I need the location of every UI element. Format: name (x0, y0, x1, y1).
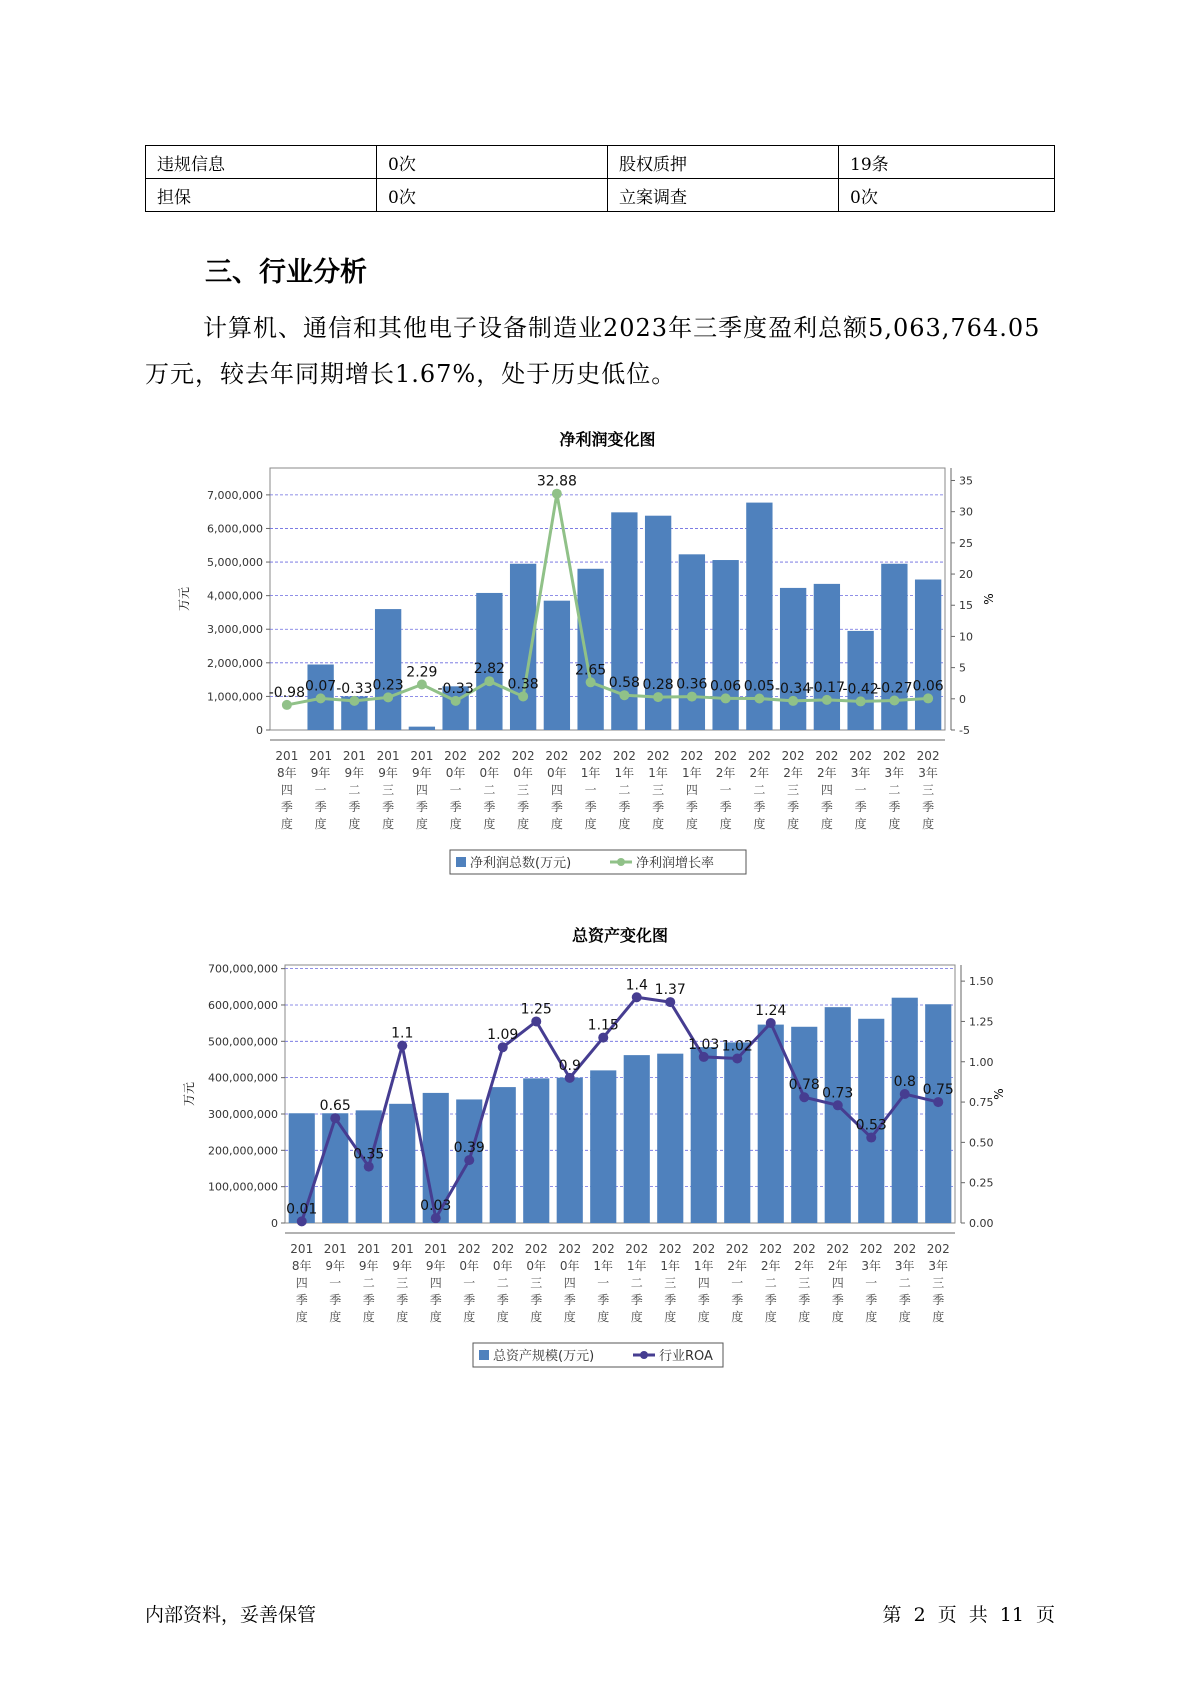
line-point (464, 1155, 474, 1165)
data-label: 0.28 (642, 677, 674, 694)
table-cell: 股权质押 (608, 146, 839, 179)
data-label: 1.37 (654, 982, 686, 999)
right-tick-label: 1.25 (969, 1015, 994, 1029)
bar (814, 584, 840, 730)
x-tick-label: 202 3年一季度 (859, 1242, 883, 1324)
bar (712, 560, 738, 730)
section-title: 三、行业分析 (205, 257, 367, 288)
bar (780, 588, 806, 730)
x-tick-label: 202 2年二季度 (747, 749, 771, 831)
x-tick-label: 202 0年四季度 (558, 1242, 582, 1324)
left-tick-label: 4,000,000 (207, 589, 263, 603)
line-point (799, 1092, 809, 1102)
line-point (598, 1033, 608, 1043)
data-label: 0.05 (743, 678, 775, 695)
data-label: 1.03 (688, 1036, 720, 1053)
data-label: 1.02 (721, 1038, 753, 1055)
chart-title: 总资产变化图 (571, 926, 669, 945)
x-tick-label: 201 9年三季度 (390, 1242, 414, 1324)
data-label: 1.25 (520, 1001, 552, 1018)
x-tick-label: 202 1年四季度 (692, 1242, 716, 1324)
info-table (145, 145, 1055, 212)
x-tick-label: 201 9年一季度 (323, 1242, 347, 1324)
right-tick-label: 10 (959, 630, 973, 644)
data-label: 0.39 (453, 1140, 485, 1157)
legend-line-label: 净利润增长率 (636, 856, 715, 871)
line-point (766, 1018, 776, 1028)
plot-area (285, 965, 955, 1223)
left-tick-label: 500,000,000 (208, 1035, 278, 1049)
line-point (833, 1100, 843, 1110)
x-tick-label: 202 0年二季度 (491, 1242, 515, 1324)
x-tick-label: 202 2年一季度 (725, 1242, 749, 1324)
legend-bar-label: 总资产规模(万元) (493, 1349, 595, 1364)
data-label: 0.73 (822, 1085, 854, 1102)
bar (389, 1104, 415, 1223)
left-tick-label: 0 (271, 1217, 278, 1230)
left-tick-label: 5,000,000 (207, 556, 263, 570)
line-point (933, 1097, 943, 1107)
x-tick-label: 202 2年四季度 (826, 1242, 850, 1324)
x-tick-label: 202 2年三季度 (792, 1242, 816, 1324)
line-point (665, 997, 675, 1007)
line-point (297, 1216, 307, 1226)
y-axis-label: 万元 (177, 586, 191, 612)
right-tick-label: 0 (959, 692, 966, 706)
line-point (383, 692, 393, 702)
line-point (889, 695, 899, 705)
right-tick-label: 15 (959, 599, 973, 613)
left-tick-label: 200,000,000 (208, 1144, 278, 1158)
data-label: 0.07 (305, 678, 337, 695)
right-tick-label: 1.00 (969, 1055, 994, 1069)
left-tick-label: 600,000,000 (208, 998, 278, 1012)
line-point (923, 693, 933, 703)
left-tick-label: 0 (256, 724, 263, 737)
data-label: 0.35 (353, 1146, 385, 1163)
line-point (282, 700, 292, 710)
right-tick-label: 20 (959, 568, 973, 582)
x-tick-label: 201 8年四季度 (275, 749, 299, 831)
data-label: -0.27 (876, 680, 913, 697)
legend-bar-swatch (479, 1350, 489, 1360)
bar (523, 1078, 549, 1223)
x-tick-label: 202 0年三季度 (511, 749, 535, 831)
data-label: -0.98 (268, 684, 305, 701)
line-point (788, 696, 798, 706)
x-tick-label: 202 3年二季度 (893, 1242, 917, 1324)
data-label: 0.8 (893, 1074, 916, 1090)
x-tick-label: 201 9年四季度 (424, 1242, 448, 1324)
data-label: 0.78 (788, 1077, 820, 1094)
x-tick-label: 202 2年二季度 (759, 1242, 783, 1324)
x-tick-label: 201 9年三季度 (376, 749, 400, 831)
bar (892, 998, 918, 1223)
bar (758, 1025, 784, 1223)
table-cell: 0次 (839, 179, 1055, 212)
data-label: 0.9 (558, 1057, 581, 1074)
line-point (451, 696, 461, 706)
bar (915, 580, 941, 730)
bar (490, 1087, 516, 1223)
data-label: 1.15 (587, 1017, 619, 1034)
table-cell: 0次 (377, 146, 608, 179)
line-point (330, 1113, 340, 1123)
right-tick-label: -5 (959, 724, 970, 737)
line-point (498, 1042, 508, 1052)
data-label: 0.53 (855, 1117, 887, 1134)
line-point (856, 696, 866, 706)
net-profit-chart (0, 420, 1191, 880)
right-tick-label: 0.00 (969, 1217, 994, 1230)
left-tick-label: 2,000,000 (207, 656, 263, 670)
line-point (518, 691, 528, 701)
x-tick-label: 202 2年三季度 (781, 749, 805, 831)
x-tick-label: 201 9年二季度 (357, 1242, 381, 1324)
data-label: -0.42 (842, 681, 879, 698)
x-tick-label: 202 2年四季度 (815, 749, 839, 831)
bar (624, 1055, 650, 1223)
data-label: 0.38 (507, 676, 539, 693)
table-row (146, 146, 1055, 179)
x-tick-label: 202 3年二季度 (882, 749, 906, 831)
legend-line-label: 行业ROA (659, 1349, 713, 1364)
data-label: 0.06 (710, 678, 742, 695)
line-point (619, 690, 629, 700)
x-tick-label: 202 0年二季度 (477, 749, 501, 831)
line-point (653, 692, 663, 702)
line-point (565, 1073, 575, 1083)
data-label: 0.36 (676, 676, 708, 693)
line-point (316, 693, 326, 703)
bar (724, 1042, 750, 1223)
right-tick-label: 1.50 (969, 975, 994, 989)
data-label: 2.65 (575, 662, 607, 679)
right-tick-label: 0.75 (969, 1096, 994, 1110)
table-cell: 0次 (377, 179, 608, 212)
data-label: -0.34 (775, 680, 812, 697)
left-tick-label: 700,000,000 (208, 962, 278, 976)
data-label: 2.29 (406, 664, 438, 681)
x-tick-label: 201 9年二季度 (342, 749, 366, 831)
line-point (397, 1041, 407, 1051)
legend-bar-label: 净利润总数(万元) (470, 856, 572, 871)
line-point (349, 696, 359, 706)
table-cell: 违规信息 (146, 146, 377, 179)
left-tick-label: 7,000,000 (207, 488, 263, 502)
table-cell: 立案调查 (608, 179, 839, 212)
right-tick-label: 30 (959, 505, 973, 519)
x-tick-label: 202 3年三季度 (916, 749, 940, 831)
bar (590, 1070, 616, 1223)
line-point (586, 677, 596, 687)
bar (557, 1078, 583, 1223)
data-label: 0.65 (319, 1098, 351, 1115)
line-point (531, 1016, 541, 1026)
x-tick-label: 201 9年一季度 (309, 749, 333, 831)
legend-line-marker (617, 858, 625, 866)
x-tick-label: 202 1年三季度 (646, 749, 670, 831)
line-point (687, 692, 697, 702)
x-tick-label: 202 0年一季度 (457, 1242, 481, 1324)
chart-title: 净利润变化图 (559, 430, 656, 449)
right-tick-label: 5 (959, 661, 966, 675)
line-point (431, 1213, 441, 1223)
x-tick-label: 202 1年一季度 (579, 749, 603, 831)
data-label: 0.23 (372, 677, 404, 694)
line-point (900, 1089, 910, 1099)
x-tick-label: 202 1年二季度 (612, 749, 636, 831)
bar (375, 609, 401, 730)
right-tick-label: 35 (959, 474, 973, 488)
line-point (754, 693, 764, 703)
left-tick-label: 1,000,000 (207, 690, 263, 704)
bar (691, 1047, 717, 1223)
line-point (632, 992, 642, 1002)
table-cell: 19条 (839, 146, 1055, 179)
data-label: -0.33 (437, 680, 474, 697)
y2-axis-label: % (992, 1088, 1006, 1100)
x-tick-label: 201 9年四季度 (410, 749, 434, 831)
bar (925, 1004, 951, 1223)
data-label: 0.75 (922, 1082, 954, 1099)
line-point (732, 1054, 742, 1064)
legend-line-marker (640, 1351, 648, 1359)
bar (409, 727, 435, 730)
left-tick-label: 400,000,000 (208, 1071, 278, 1085)
data-label: 0.58 (608, 675, 640, 692)
bar (544, 601, 570, 730)
left-tick-label: 100,000,000 (208, 1180, 278, 1194)
table-row (146, 179, 1055, 212)
x-tick-label: 202 3年三季度 (926, 1242, 950, 1324)
right-tick-label: 0.50 (969, 1136, 994, 1150)
x-tick-label: 202 1年四季度 (680, 749, 704, 831)
left-tick-label: 6,000,000 (207, 522, 263, 536)
line-point (866, 1133, 876, 1143)
line-point (822, 695, 832, 705)
section-paragraph: 计算机、通信和其他电子设备制造业2023年三季度盈利总额5,063,764.05万元，较去年同期增长1.67%，处于历史低位。 (145, 314, 1041, 388)
bar (679, 554, 705, 730)
data-label: 1.09 (487, 1027, 519, 1044)
bar (791, 1027, 817, 1223)
x-tick-label: 202 3年一季度 (849, 749, 873, 831)
x-tick-label: 201 8年四季度 (290, 1242, 314, 1324)
data-label: -0.17 (808, 679, 845, 696)
x-tick-label: 202 0年一季度 (444, 749, 468, 831)
line-point (699, 1052, 709, 1062)
total-assets-chart (0, 915, 1191, 1375)
data-label: 0.06 (912, 678, 944, 695)
data-label: 0.01 (286, 1201, 318, 1218)
left-tick-label: 3,000,000 (207, 623, 263, 637)
data-label: 32.88 (536, 473, 577, 490)
page-number: 第 2 页 共 11 页 (882, 1604, 1055, 1626)
line-point (417, 680, 427, 690)
x-tick-label: 202 0年三季度 (524, 1242, 548, 1324)
data-label: 1.4 (625, 977, 648, 994)
bar (657, 1054, 683, 1223)
legend-bar-swatch (456, 857, 466, 867)
y-axis-label: 万元 (182, 1081, 196, 1107)
data-label: 1.1 (391, 1025, 414, 1042)
x-tick-label: 202 1年一季度 (591, 1242, 615, 1324)
bar (577, 569, 603, 730)
right-tick-label: 25 (959, 536, 973, 550)
line-point (552, 489, 562, 499)
x-tick-label: 202 1年三季度 (658, 1242, 682, 1324)
line-point (721, 693, 731, 703)
left-tick-label: 300,000,000 (208, 1107, 278, 1121)
x-tick-label: 202 1年二季度 (625, 1242, 649, 1324)
table-cell: 担保 (146, 179, 377, 212)
data-label: 1.24 (755, 1003, 787, 1020)
right-tick-label: 0.25 (969, 1176, 994, 1190)
x-tick-label: 202 0年四季度 (545, 749, 569, 831)
y2-axis-label: % (982, 593, 996, 605)
x-tick-label: 202 2年一季度 (714, 749, 738, 831)
line-point (364, 1162, 374, 1172)
data-label: 2.82 (473, 661, 505, 678)
data-label: -0.33 (336, 680, 373, 697)
footer-note: 内部资料，妥善保管 (145, 1604, 317, 1626)
data-label: 0.03 (420, 1198, 452, 1215)
line-point (484, 676, 494, 686)
